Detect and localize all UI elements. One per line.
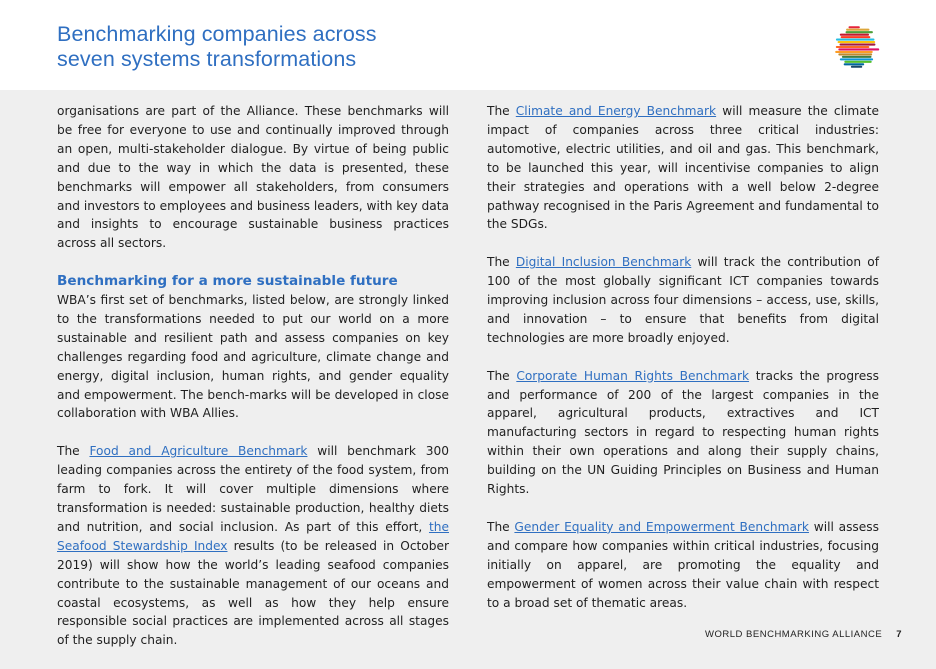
logo-stripe bbox=[844, 61, 871, 63]
left-column bbox=[57, 102, 449, 669]
paragraph bbox=[487, 367, 879, 499]
section-heading: Benchmarking for a more sustainable future bbox=[57, 273, 398, 290]
text: The bbox=[487, 104, 516, 118]
page-number: 7 bbox=[896, 629, 902, 640]
logo-stripe bbox=[838, 41, 876, 43]
logo-stripe bbox=[846, 29, 869, 31]
logo-stripe bbox=[838, 48, 879, 50]
logo-stripe bbox=[842, 56, 872, 58]
text: will benchmark 300 leading companies across the entirety of the food system, from farm to fork. It will cover multiple dimensions where transformation is needed: sustainable production, healthy diets and nutrition, and social inclusion. As part of this effort, bbox=[57, 444, 450, 534]
page-header bbox=[0, 0, 936, 90]
paragraph bbox=[487, 253, 879, 348]
corporate-human-rights-benchmark-link[interactable]: Corporate Human Rights Benchmark bbox=[516, 368, 750, 383]
logo-stripe bbox=[838, 53, 872, 55]
page-title bbox=[57, 22, 377, 72]
paragraph: organisations are part of the Alliance. These benchmarks will be free for everyone to use and continually improved through an open, multi-stakeholder dialogue. By virtue of being public and due to the way in which the data is presented, these benchmarks will empower all stakeholders, from consumers and investors to employees and business leaders, with key data and insights to encourage sustainable business practices across all sectors. bbox=[57, 104, 449, 251]
title-line-1: Benchmarking companies across bbox=[57, 22, 377, 46]
logo-stripe bbox=[849, 26, 860, 28]
food-agriculture-benchmark-link[interactable]: Food and Agriculture Benchmark bbox=[89, 444, 308, 459]
title-line-2: seven systems transformations bbox=[57, 47, 357, 71]
logo-stripe bbox=[840, 58, 873, 60]
logo-stripe bbox=[840, 34, 869, 36]
text: The bbox=[57, 444, 90, 459]
logo-stripe bbox=[841, 36, 871, 38]
text: results (to be released in October 2019) will show how the world’s leading seafood companies contribute to the sustainable management of our oceans and coastal ecosystems, as well as how they help ensure responsible social practices are implemented across all stages of the supply chain. bbox=[57, 538, 449, 648]
logo-stripe bbox=[846, 31, 873, 33]
text: The bbox=[487, 255, 516, 270]
paragraph bbox=[487, 102, 879, 234]
footer-org-name: WORLD BENCHMARKING ALLIANCE bbox=[705, 629, 883, 640]
paragraph bbox=[487, 518, 879, 613]
page-footer bbox=[705, 629, 902, 640]
text: will track the contribution of 100 of the most globally significant ICT companies towards improving inclusion across four dimensions – access, use, skills, and innovation – to ensure that benefits from digital technologies are more broadly enjoyed. bbox=[487, 255, 880, 345]
paragraph: WBA’s first set of benchmarks, listed below, are strongly linked to the transformations needed to put our world on a more sustainable and resilient path and assess companies on key challenges regarding food and agriculture, climate change and energy, digital inclusion, human rights, and gender equality and empowerment. The bench-marks will be developed in close collaboration with WBA Allies. bbox=[57, 293, 449, 421]
text: will measure the climate impact of companies across three critical industries: automotive, electric utilities, and oil and gas. This benchmark, to be launched this year, will incentivise companies to align their strategies and operations with a well below 2-degree pathway recognised in the Paris Agreement and fundamental to the SDGs. bbox=[487, 104, 879, 232]
logo-stripe bbox=[836, 39, 875, 41]
logo-stripe bbox=[835, 51, 873, 53]
text: The bbox=[487, 368, 517, 383]
logo-stripe bbox=[851, 66, 862, 68]
text: The bbox=[487, 519, 515, 534]
seafood-stewardship-index-link[interactable]: the Seafood Stewardship Index bbox=[57, 519, 449, 553]
text: tracks the progress and performance of 200 of the largest companies in the apparel, agricultural products, extractives and ICT manufacturing sectors in regard to respecting human rights within their own operations and along their supply chains, building on the UN Guiding Principles on Business and Human Rights. bbox=[487, 368, 879, 497]
digital-inclusion-benchmark-link[interactable]: Digital Inclusion Benchmark bbox=[515, 255, 692, 270]
climate-energy-benchmark-link[interactable]: Climate and Energy Benchmark bbox=[515, 104, 717, 118]
right-column bbox=[487, 102, 879, 631]
paragraph bbox=[57, 442, 449, 650]
logo-stripe bbox=[840, 43, 876, 45]
text: will assess and compare how companies within critical industries, focusing initially on apparel, are promoting the equality and empowerment of women across their value chain with respect to a broad set of thematic areas. bbox=[487, 519, 879, 610]
gender-equality-benchmark-link[interactable]: Gender Equality and Empowerment Benchmark bbox=[514, 519, 809, 534]
wba-logo-icon bbox=[834, 24, 882, 70]
logo-stripe bbox=[844, 63, 864, 65]
logo-stripe bbox=[836, 46, 870, 48]
